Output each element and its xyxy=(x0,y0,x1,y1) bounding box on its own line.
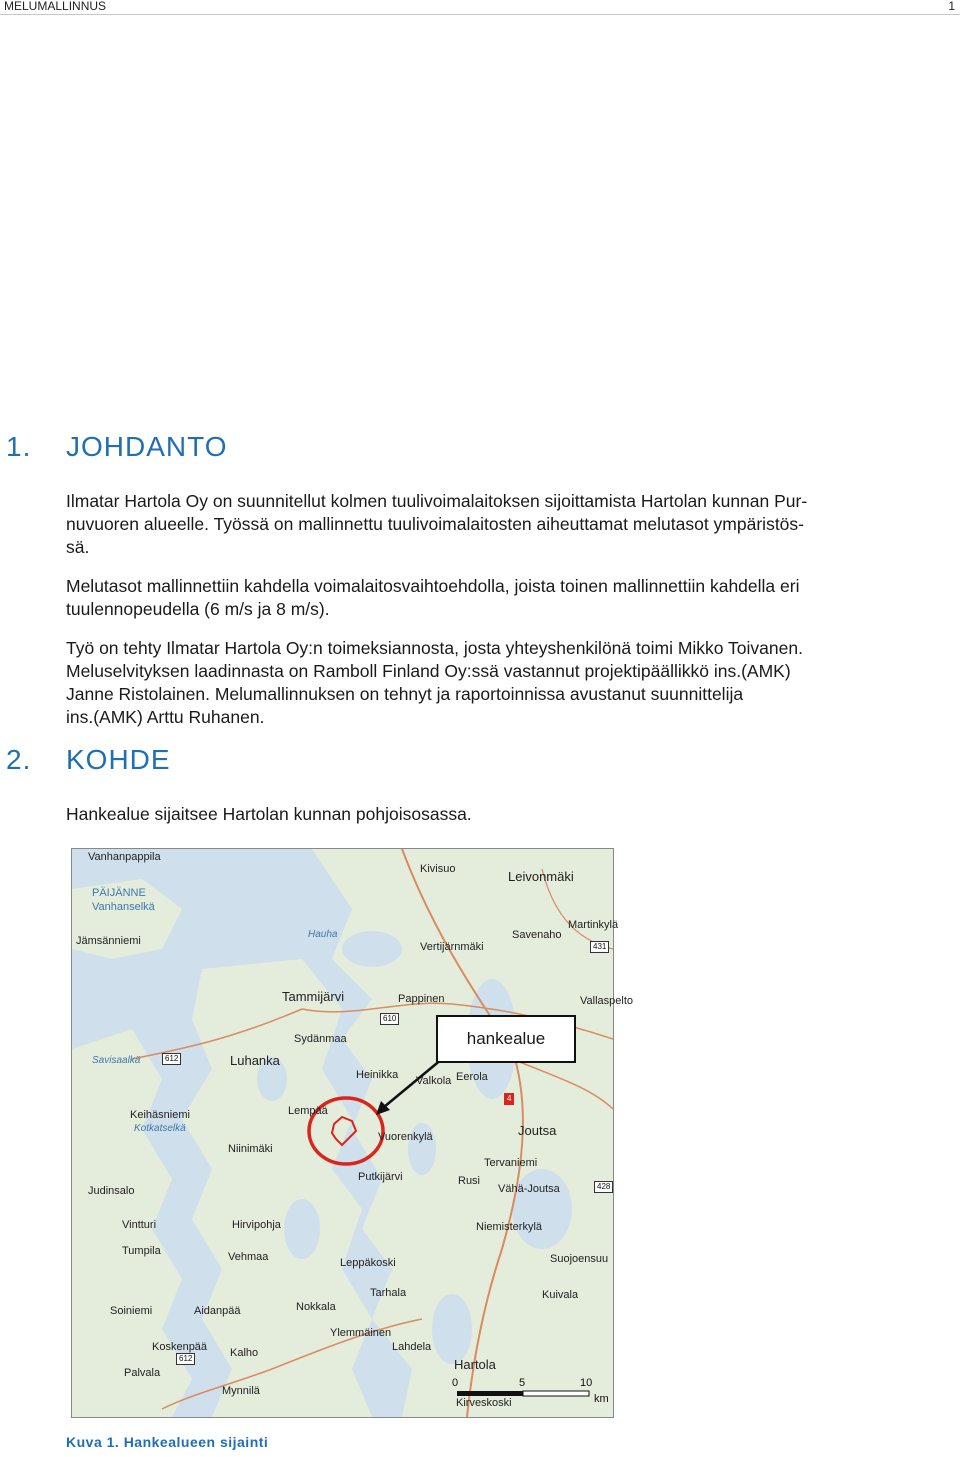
figure-caption: Kuva 1. Hankealueen sijainti xyxy=(66,1434,269,1450)
place-label: Valkola xyxy=(416,1075,452,1087)
place-label: Koskenpää xyxy=(152,1341,208,1353)
place-label: Kivisuo xyxy=(420,863,456,875)
page-number: 1 xyxy=(948,0,955,13)
lake-label: Kotkatselkä xyxy=(134,1123,186,1134)
place-label: Vertijärnmäki xyxy=(420,941,484,953)
place-label: Ylemmäinen xyxy=(330,1327,392,1339)
place-label: Kalho xyxy=(230,1347,259,1359)
place-label: Palvala xyxy=(124,1367,161,1379)
section-number: 2. xyxy=(6,744,32,775)
location-map xyxy=(71,848,633,1418)
place-label: Vanhanpappila xyxy=(88,851,161,863)
place-label: Heinikka xyxy=(356,1069,399,1081)
road-number: 610 xyxy=(380,1013,399,1025)
place-label: Nokkala xyxy=(296,1301,336,1313)
scale-tick: 10 xyxy=(580,1377,593,1389)
lake xyxy=(512,1169,572,1249)
place-label: Judinsalo xyxy=(88,1185,135,1197)
place-label: Eerola xyxy=(456,1071,488,1083)
place-label: Keihäsniemi xyxy=(130,1109,190,1121)
place-label: Vintturi xyxy=(122,1219,157,1231)
place-label: Tarhala xyxy=(370,1287,407,1299)
place-label: Jämsänniemi xyxy=(76,935,141,947)
road-number-highway: 4 xyxy=(504,1093,514,1105)
place-label: Lahdela xyxy=(392,1341,432,1353)
place-label: Leppäkoski xyxy=(340,1257,396,1269)
place-label: Pappinen xyxy=(398,993,445,1005)
scale-tick: 0 xyxy=(452,1377,459,1389)
road-number: 612 xyxy=(162,1053,181,1065)
place-label: Luhanka xyxy=(230,1053,280,1068)
place-label: Tervaniemi xyxy=(484,1157,538,1169)
place-label: Mynnilä xyxy=(222,1385,260,1397)
lake xyxy=(432,1294,472,1364)
place-label: Kirveskoski xyxy=(456,1397,512,1409)
lake-label: Hauha xyxy=(308,929,338,940)
scale-tick: 5 xyxy=(519,1377,526,1389)
section-number: 1. xyxy=(6,431,32,462)
place-label: Martinkylä xyxy=(568,919,619,931)
land-center xyxy=(182,959,372,1417)
place-label: Niinimäki xyxy=(228,1143,273,1155)
lake xyxy=(284,1199,320,1259)
scale-bar-drawn xyxy=(457,1391,589,1396)
place-label: Suojoensuu xyxy=(550,1253,609,1265)
paragraph-authors: Työ on tehty Ilmatar Hartola Oy:n toimeksiannosta, josta yhteyshenkilönä toimi Mikko Toivanen. Meluselvityksen laadinnasta on Ramboll Finland Oy:ssä vastannut projektipäällikkö ins.(AMK) Janne Ristolainen. Melumallinnuksen on tehnyt ja raportoinnissa avustanut suunnittelija ins.(AMK) Arttu Ruhanen. xyxy=(66,638,803,727)
scale-unit: km xyxy=(594,1393,609,1405)
place-label: Vallaspelto xyxy=(580,995,633,1007)
road-number: 428 xyxy=(594,1181,613,1193)
region-label: Vanhanselkä xyxy=(92,901,155,913)
place-label: Kuivala xyxy=(542,1289,579,1301)
page-header xyxy=(0,0,960,15)
section-title: KOHDE xyxy=(66,744,171,775)
paragraph-intro: Ilmatar Hartola Oy on suunnitellut kolmen tuulivoimalaitoksen sijoittamista Hartolan kunnan Pur- nuvuoren alueelle. Työssä on mallinnettu tuulivoimalaitosten aiheuttamat melutasot ympäristös- sä. xyxy=(66,491,808,557)
place-label: Hirvipohja xyxy=(232,1219,281,1231)
place-label: Sydänmaa xyxy=(294,1033,347,1045)
place-label: Aidanpää xyxy=(194,1305,241,1317)
paragraph-models: Melutasot mallinnettiin kahdella voimalaitosvaihtoehdolla, joista toinen mallinnettiin kahdella eri tuulennopeudella (6 m/s ja 8 m/s). xyxy=(66,576,800,619)
place-label: Vähä-Joutsa xyxy=(498,1183,560,1195)
paragraph-location: Hankealue sijaitsee Hartolan kunnan pohjoisosassa. xyxy=(66,804,472,824)
place-label: Joutsa xyxy=(518,1123,557,1138)
road-number: 612 xyxy=(176,1353,195,1365)
place-label: Soiniemi xyxy=(110,1305,153,1317)
lake-label: Savisaalkä xyxy=(92,1055,141,1066)
hankealue-callout: hankealue xyxy=(436,1015,576,1063)
section-title: JOHDANTO xyxy=(66,431,228,462)
lake xyxy=(342,931,402,967)
place-label: Leivonmäki xyxy=(508,869,574,884)
place-label: Vehmaa xyxy=(228,1251,269,1263)
header-title: MELUMALLINNUS xyxy=(4,0,107,13)
road-number: 431 xyxy=(590,941,609,953)
place-label: Tammijärvi xyxy=(282,989,345,1004)
place-label: Lempää xyxy=(288,1105,328,1117)
place-label: Niemisterkylä xyxy=(476,1221,543,1233)
place-label: Tumpila xyxy=(122,1245,161,1257)
place-label: Savenaho xyxy=(512,929,562,941)
place-label: Rusi xyxy=(458,1175,481,1187)
place-label: Vuorenkylä xyxy=(378,1131,433,1143)
place-label: Hartola xyxy=(454,1357,496,1372)
region-label: PÄIJÄNNE xyxy=(92,887,146,899)
place-label: Putkijärvi xyxy=(358,1171,403,1183)
